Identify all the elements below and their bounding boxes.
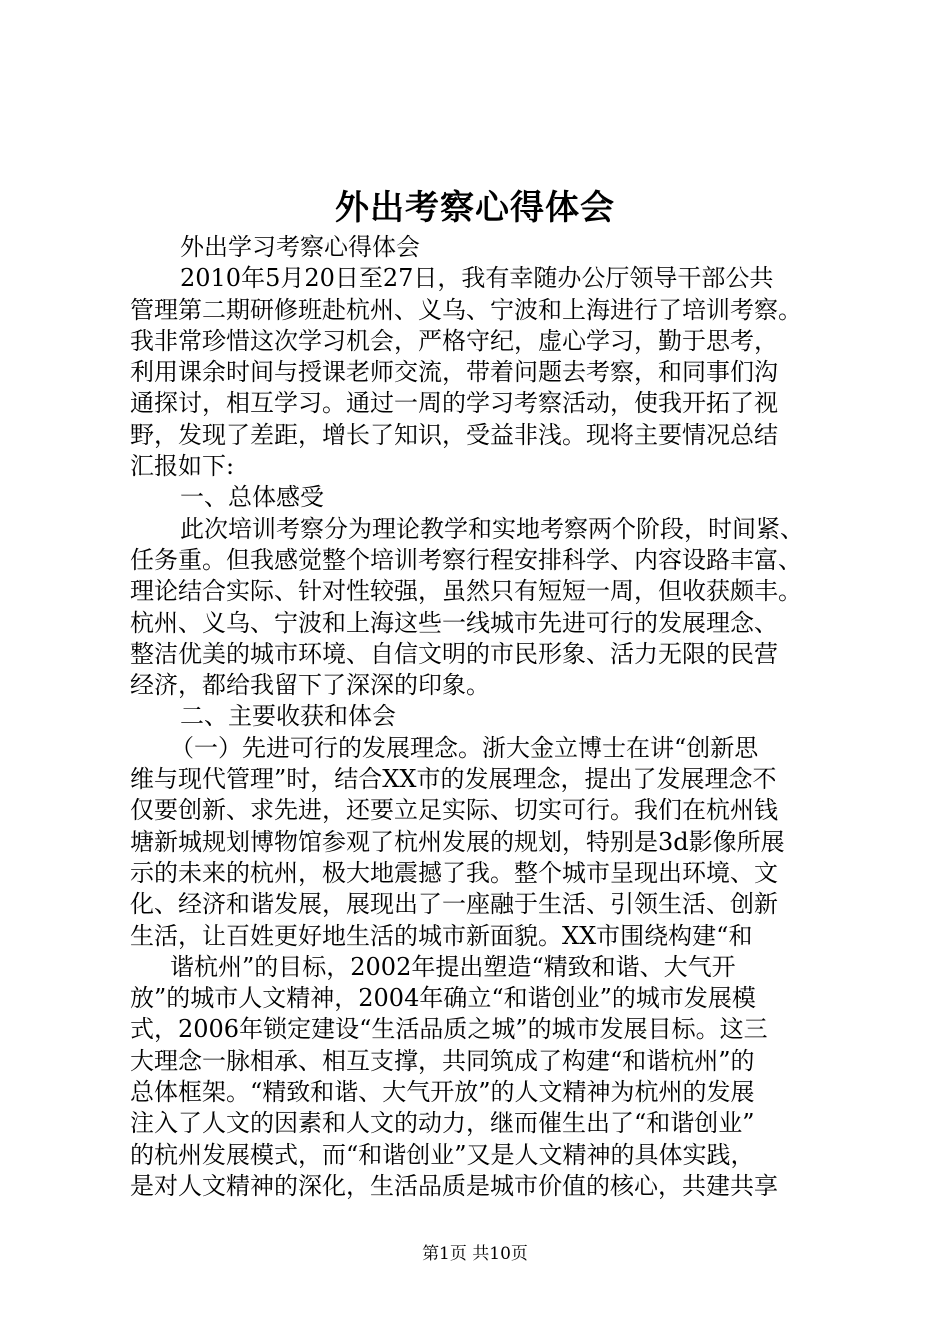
paragraph-line: 化、经济和谐发展，展现出了一座融于生活、引领生活、创新 <box>130 890 778 919</box>
paragraph-line: 理论结合实际、针对性较强，虽然只有短短一周，但收获颇丰。 <box>130 577 802 606</box>
paragraph-line: 通探讨，相互学习。通过一周的学习考察活动，使我开拓了视 <box>130 389 778 418</box>
paragraph-line: 谐杭州”的目标，2002年提出塑造“精致和谐、大气开 <box>170 952 736 981</box>
paragraph-line: 整洁优美的城市环境、自信文明的市民形象、活力无限的民营 <box>130 639 778 668</box>
paragraph-line: 的杭州发展模式，而“和谐创业”又是人文精神的具体实践， <box>130 1140 755 1169</box>
paragraph-line: 2010年5月20日至27日，我有幸随办公厅领导干部公共 <box>180 264 774 293</box>
section-heading: 一、总体感受 <box>180 483 324 512</box>
paragraph-line: 维与现代管理”时，结合XX市的发展理念，提出了发展理念不 <box>130 765 777 794</box>
paragraph-line: 此次培训考察分为理论教学和实地考察两个阶段，时间紧、 <box>180 514 804 543</box>
paragraph-line: 经济，都给我留下了深深的印象。 <box>130 671 490 700</box>
document-body <box>130 232 830 1202</box>
paragraph-line: 我非常珍惜这次学习机会，严格守纪，虚心学习，勤于思考， <box>130 326 778 355</box>
paragraph-line: 野，发现了差距，增长了知识，受益非浅。现将主要情况总结 <box>130 420 778 449</box>
paragraph-line: 杭州、义乌、宁波和上海这些一线城市先进可行的发展理念、 <box>130 608 778 637</box>
paragraph-line: 外出学习考察心得体会 <box>180 233 420 261</box>
document-title: 外出考察心得体会 <box>335 188 615 228</box>
paragraph-line: 大理念一脉相承、相互支撑，共同筑成了构建“和谐杭州”的 <box>130 1046 755 1075</box>
paragraph-line: 汇报如下: <box>130 452 235 481</box>
paragraph-line: 注入了人文的因素和人文的动力，继而催生出了“和谐创业” <box>130 1109 755 1138</box>
paragraph-line: 是对人文精神的深化，生活品质是城市价值的核心，共建共享 <box>130 1171 778 1200</box>
paragraph-line: 生活，让百姓更好地生活的城市新面貌。XX市围绕构建“和 <box>130 921 753 950</box>
paragraph-line: 示的未来的杭州，极大地震撼了我。整个城市呈现出环境、文 <box>130 858 778 887</box>
paragraph-line: （一）先进可行的发展理念。浙大金立博士在讲“创新思 <box>170 733 759 762</box>
paragraph-line: 仅要创新、求先进，还要立足实际、切实可行。我们在杭州钱 <box>130 796 778 825</box>
paragraph-line: 管理第二期研修班赴杭州、义乌、宁波和上海进行了培训考察。 <box>130 295 802 324</box>
paragraph-line: 放”的城市人文精神，2004年确立“和谐创业”的城市发展模 <box>130 984 756 1013</box>
paragraph-line: 式，2006年锁定建设“生活品质之城”的城市发展目标。这三 <box>130 1015 768 1044</box>
section-heading: 二、主要收获和体会 <box>180 702 396 731</box>
paragraph-line: 利用课余时间与授课老师交流，带着问题去考察，和同事们沟 <box>130 358 778 387</box>
page-footer: 第1页 共10页 <box>422 1244 528 1264</box>
paragraph-line: 总体框架。“精致和谐、大气开放”的人文精神为杭州的发展 <box>130 1078 755 1107</box>
paragraph-line: 塘新城规划博物馆参观了杭州发展的规划，特别是3d影像所展 <box>130 827 785 856</box>
paragraph-line: 任务重。但我感觉整个培训考察行程安排科学、内容设路丰富、 <box>130 545 802 574</box>
